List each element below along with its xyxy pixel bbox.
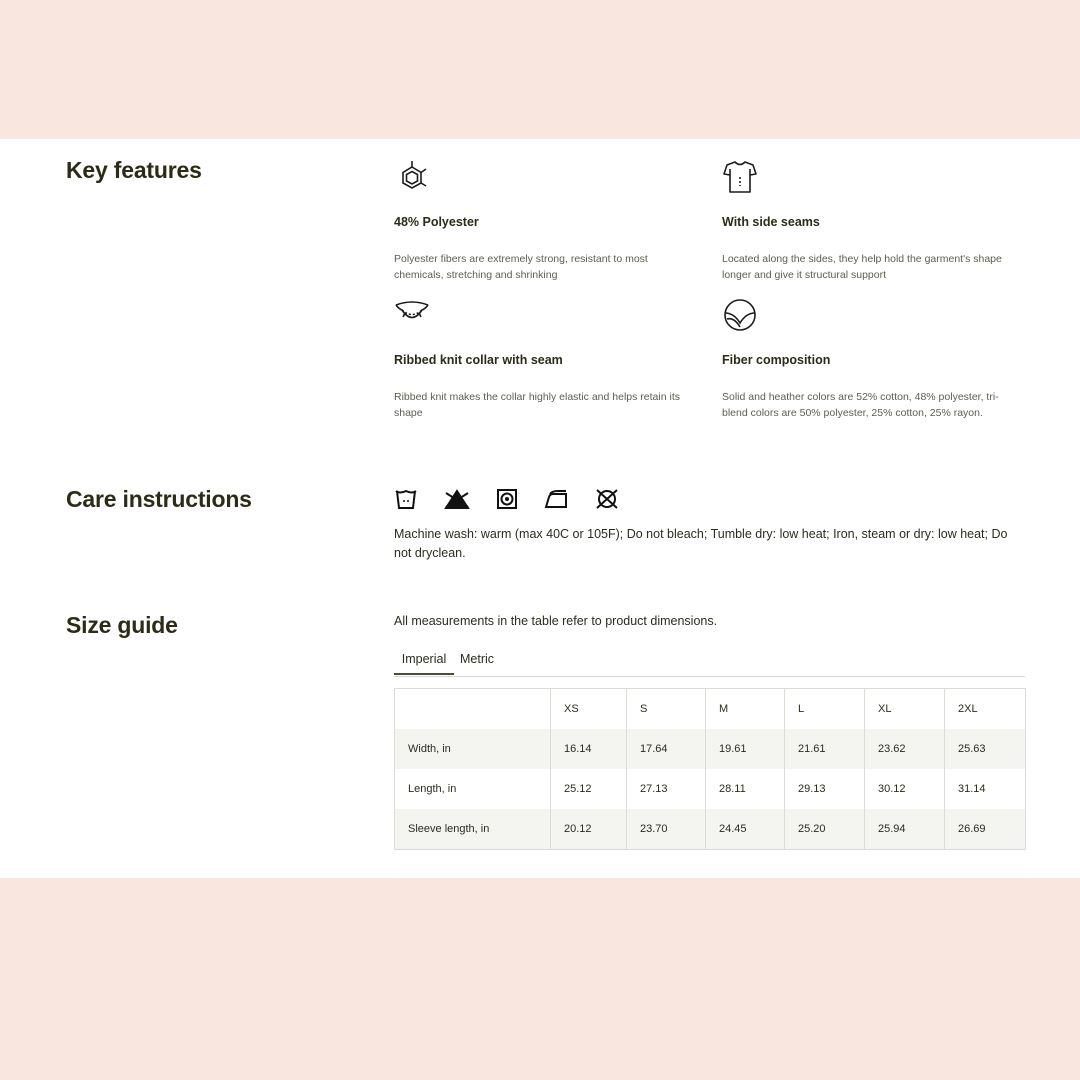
key-features-heading: Key features: [66, 157, 202, 183]
table-cell: 25.94: [865, 809, 945, 850]
feature-side-seams: [722, 159, 1027, 281]
table-cell: 27.13: [627, 769, 706, 809]
table-cell: 16.14: [551, 729, 627, 769]
collar-icon: [394, 297, 430, 333]
feature-ribbed-collar: [394, 297, 699, 419]
feature-title: Ribbed knit collar with seam: [394, 353, 563, 367]
table-header-row: [395, 689, 1026, 730]
feature-polyester: [394, 159, 699, 281]
table-cell: 21.61: [785, 729, 865, 769]
table-row: [395, 809, 1026, 850]
feature-title: With side seams: [722, 215, 820, 229]
table-header-cell: [395, 689, 551, 730]
feature-title: 48% Polyester: [394, 215, 479, 229]
table-header-cell: M: [706, 689, 785, 730]
table-cell: 26.69: [945, 809, 1026, 850]
table-header-cell: XL: [865, 689, 945, 730]
table-cell: 23.62: [865, 729, 945, 769]
size-guide-note: All measurements in the table refer to product dimensions.: [394, 614, 718, 628]
t-shirt-icon: [722, 159, 758, 195]
feature-title: Fiber composition: [722, 353, 831, 367]
machine-wash-icon: [394, 488, 418, 510]
feature-fiber-composition: [722, 297, 1027, 419]
table-header-cell: S: [627, 689, 706, 730]
table-header-cell: XS: [551, 689, 627, 730]
table-cell: 30.12: [865, 769, 945, 809]
table-cell: 25.12: [551, 769, 627, 809]
row-label: Length, in: [395, 769, 551, 809]
feature-description: Solid and heather colors are 52% cotton, 48% polyester, tri-blend colors are 50% polyester, 25% cotton, 25% rayon.: [722, 391, 999, 419]
size-guide-heading: Size guide: [66, 612, 178, 638]
fiber-icon: [722, 297, 758, 333]
table-cell: 20.12: [551, 809, 627, 850]
row-label: Sleeve length, in: [395, 809, 551, 850]
table-cell: 24.45: [706, 809, 785, 850]
feature-description: Located along the sides, they help hold the garment's shape longer and give it structural support: [722, 253, 1002, 281]
tab-imperial[interactable]: Imperial: [394, 648, 454, 675]
product-details-panel: [0, 139, 1080, 878]
table-cell: 25.20: [785, 809, 865, 850]
table-cell: 31.14: [945, 769, 1026, 809]
feature-description: Ribbed knit makes the collar highly elastic and helps retain its shape: [394, 391, 680, 419]
do-not-dryclean-icon: [594, 488, 620, 510]
row-label: Width, in: [395, 729, 551, 769]
tumble-dry-icon: [496, 488, 518, 510]
table-row: [395, 769, 1026, 809]
table-cell: 17.64: [627, 729, 706, 769]
table-cell: 19.61: [706, 729, 785, 769]
care-instructions-text: Machine wash: warm (max 40C or 105F); Do not bleach; Tumble dry: low heat; Iron, steam or dry: low heat; Do not dryclean.: [394, 527, 1008, 560]
table-cell: 23.70: [627, 809, 706, 850]
table-header-cell: 2XL: [945, 689, 1026, 730]
table-cell: 29.13: [785, 769, 865, 809]
size-table: [394, 688, 1026, 850]
tab-metric[interactable]: Metric: [460, 652, 495, 666]
iron-icon: [544, 488, 570, 510]
table-cell: 25.63: [945, 729, 1026, 769]
feature-description: Polyester fibers are extremely strong, resistant to most chemicals, stretching and shrinking: [394, 253, 648, 281]
care-instructions-heading: Care instructions: [66, 486, 252, 512]
unit-tabs: [394, 648, 1025, 677]
polyester-molecule-icon: [394, 159, 430, 195]
table-row: [395, 729, 1026, 769]
table-header-cell: L: [785, 689, 865, 730]
table-cell: 28.11: [706, 769, 785, 809]
do-not-bleach-icon: [444, 488, 470, 510]
